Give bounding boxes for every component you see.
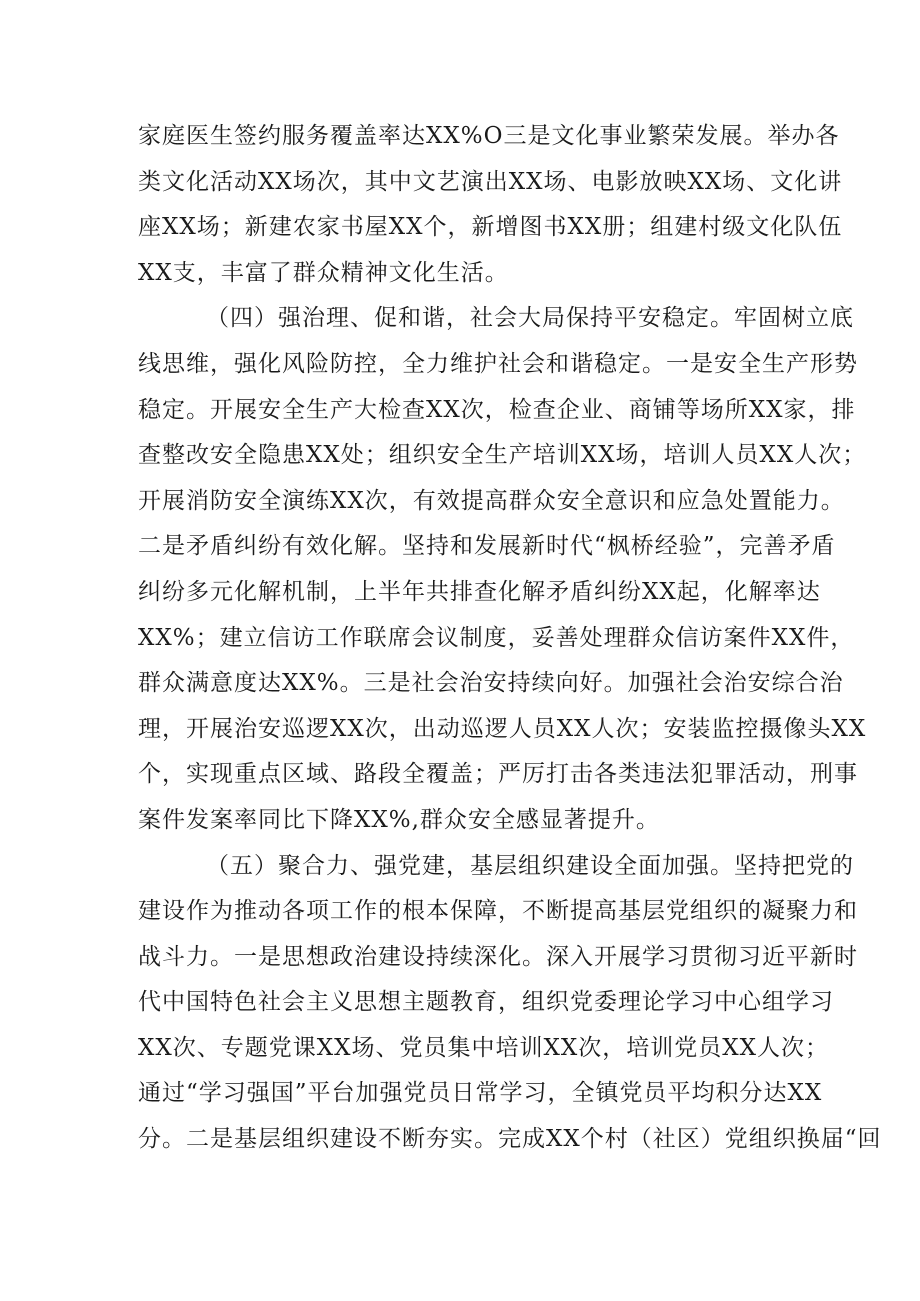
text-line: 分。二是基层组织建设不断夯实。完成XX个村（社区）党组织换届“回 xyxy=(138,1126,882,1153)
text-line: 通过“学习强国”平台加强党员日常学习，全镇党员平均积分达XX xyxy=(138,1080,823,1107)
text-line: 家庭医生签约服务覆盖率达XX%O三是文化事业繁荣发展。举办各 xyxy=(138,123,840,149)
text-line: 理，开展治安巡逻XX次，出动巡逻人员XX人次；安装监控摄像头XX xyxy=(138,715,867,742)
text-line: 查整改安全隐患XX处；组织安全生产培训XX场，培训人员XX人次； xyxy=(138,442,867,469)
text-line: 类文化活动XX场次，其中文艺演出XX场、电影放映XX场、文化讲 xyxy=(138,168,843,195)
text-line: 线思维，强化风险防控，全力维护社会和谐稳定。一是安全生产形势 xyxy=(138,350,858,377)
text-line: XX%；建立信访工作联席会议制度，妥善处理群众信访案件XX件， xyxy=(138,624,855,651)
text-line: 稳定。开展安全生产大检查XX次，检查企业、商铺等场所XX家，排 xyxy=(138,396,856,423)
text-line: XX次、专题党课XX场、党员集中培训XX次，培训党员XX人次； xyxy=(138,1034,829,1061)
text-line: 二是矛盾纠纷有效化解。坚持和发展新时代“枫桥经验”，完善矛盾 xyxy=(138,533,836,560)
text-line: 群众满意度达XX%。三是社会治安持续向好。加强社会治安综合治 xyxy=(138,670,844,697)
text-line: 建设作为推动各项工作的根本保障，不断提高基层党组织的凝聚力和 xyxy=(138,898,858,925)
text-line: 座XX场；新建农家书屋XX个，新增图书XX册；组建村级文化队伍 xyxy=(138,214,843,241)
section-heading-line: （四）强治理、促和谐，社会大局保持平安稳定。牢固树立底 xyxy=(206,305,854,332)
text-line: 战斗力。一是思想政治建设持续深化。深入开展学习贯彻习近平新时 xyxy=(138,943,858,970)
section-heading-line: （五）聚合力、强党建，基层组织建设全面加强。坚持把党的 xyxy=(206,852,854,879)
text-line: 纠纷多元化解机制，上半年共排查化解矛盾纠纷XX起，化解率达 xyxy=(138,578,821,605)
text-line: 个，实现重点区域、路段全覆盖；严厉打击各类违法犯罪活动，刑事 xyxy=(138,761,858,788)
text-line: XX支，丰富了群众精神文化生活。 xyxy=(138,259,509,286)
document-body xyxy=(138,114,882,1163)
text-line: 开展消防安全演练XX次，有效提高群众安全意识和应急处置能力。 xyxy=(138,487,845,514)
text-line: 代中国特色社会主义思想主题教育，组织党委理论学习中心组学习 xyxy=(138,989,834,1016)
text-line: 案件发案率同比下降XX%,群众安全感显著提升。 xyxy=(138,806,660,833)
